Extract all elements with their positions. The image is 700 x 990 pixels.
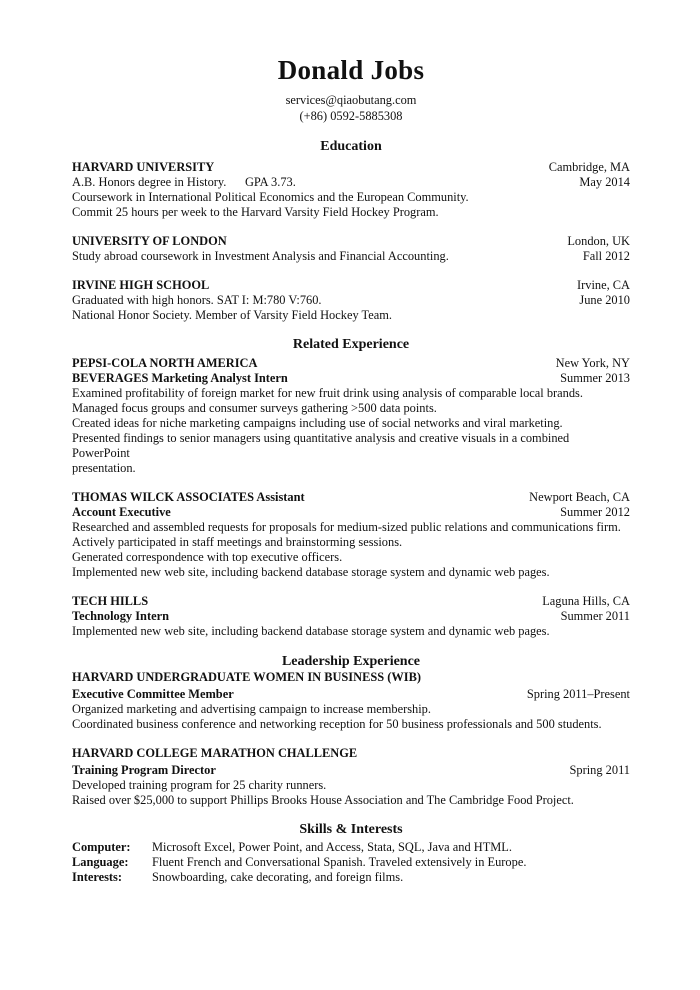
detail-line: Organized marketing and advertising campaign to increase membership. — [72, 702, 431, 716]
skill-label: Language: — [72, 855, 129, 869]
section-heading-education: Education — [320, 139, 382, 154]
school-date: May 2014 — [579, 175, 630, 189]
skill-value: Microsoft Excel, Power Point, and Access, Stata, SQL, Java and HTML. — [152, 840, 512, 854]
role-date: Spring 2011 — [569, 763, 630, 777]
resume-document — [72, 50, 630, 885]
org-name: TECH HILLS — [72, 594, 149, 608]
detail-line: Actively participated in staff meetings and brainstorming sessions. — [72, 535, 403, 549]
skill-label: Computer: — [72, 840, 131, 854]
experience-entry — [72, 356, 630, 476]
degree-line: Graduated with high honors. SAT I: M:780 V:760. — [72, 293, 322, 307]
org-name: THOMAS WILCK ASSOCIATES Assistant — [72, 490, 305, 504]
org-location: New York, NY — [555, 356, 630, 370]
skill-value: Fluent French and Conversational Spanish. Traveled extensively in Europe. — [152, 855, 527, 869]
school-date: Fall 2012 — [582, 249, 630, 263]
section-heading-experience: Related Experience — [292, 337, 410, 352]
skill-row-computer — [72, 840, 630, 855]
education-entry — [72, 278, 630, 323]
detail-line: Examined profitability of foreign market for new fruit drink using analysis of comparable local brands. — [72, 386, 583, 400]
role-date: Spring 2011–Present — [526, 687, 630, 701]
role-title: Account Executive — [72, 505, 171, 519]
org-location: Laguna Hills, CA — [542, 594, 630, 608]
org-name: HARVARD COLLEGE MARATHON CHALLENGE — [72, 746, 358, 760]
detail-line: presentation. — [72, 461, 136, 475]
detail-line: National Honor Society. Member of Varsity Field Hockey Team. — [72, 308, 392, 322]
school-date: June 2010 — [579, 293, 630, 307]
role-title: Executive Committee Member — [72, 687, 234, 701]
degree-line: A.B. Honors degree in History. GPA 3.73. — [72, 175, 296, 189]
detail-line: Managed focus groups and consumer surveys gathering >500 data points. — [72, 401, 437, 415]
school-name: IRVINE HIGH SCHOOL — [72, 278, 210, 292]
education-entry — [72, 234, 630, 264]
skill-label: Interests: — [72, 870, 123, 884]
role-date: Summer 2011 — [560, 609, 630, 623]
section-heading-leadership: Leadership Experience — [281, 654, 421, 669]
org-name: HARVARD UNDERGRADUATE WOMEN IN BUSINESS (WIB) — [72, 670, 421, 684]
school-location: Cambridge, MA — [548, 160, 630, 174]
education-section — [72, 138, 630, 323]
role-date: Summer 2013 — [560, 371, 630, 385]
leadership-section — [72, 653, 630, 808]
school-location: Irvine, CA — [577, 278, 630, 292]
skill-row-language — [72, 855, 630, 870]
org-name: PEPSI-COLA NORTH AMERICA — [72, 356, 258, 370]
detail-line: Raised over $25,000 to support Phillips Brooks House Association and The Cambridge Food Project. — [72, 793, 574, 807]
candidate-name: Donald Jobs — [277, 55, 425, 85]
detail-line: Coordinated business conference and networking reception for 50 business professionals and 500 students. — [72, 717, 602, 731]
experience-section — [72, 336, 630, 639]
skill-row-interests — [72, 870, 630, 885]
detail-line: Developed training program for 25 charity runners. — [72, 778, 327, 792]
school-name: HARVARD UNIVERSITY — [72, 160, 215, 174]
role-title: BEVERAGES Marketing Analyst Intern — [72, 371, 288, 385]
org-location: Newport Beach, CA — [529, 490, 630, 504]
role-title: Training Program Director — [72, 763, 216, 777]
experience-entry — [72, 594, 630, 639]
school-location: London, UK — [567, 234, 630, 248]
detail-line: Implemented new web site, including backend database storage system and dynamic web pages. — [72, 624, 550, 638]
detail-line: Commit 25 hours per week to the Harvard Varsity Field Hockey Program. — [72, 205, 439, 219]
school-name: UNIVERSITY OF LONDON — [72, 234, 227, 248]
section-heading-skills: Skills & Interests — [299, 822, 403, 837]
email-text: services@qiaobutang.com — [285, 93, 417, 107]
detail-line: Coursework in International Political Economics and the European Community. — [72, 190, 469, 204]
role-title: Technology Intern — [72, 609, 169, 623]
skill-value: Snowboarding, cake decorating, and foreign films. — [152, 870, 404, 884]
detail-line: Generated correspondence with top executive officers. — [72, 550, 343, 564]
role-date: Summer 2012 — [560, 505, 630, 519]
experience-entry — [72, 490, 630, 580]
leadership-entry — [72, 670, 630, 732]
detail-line: Created ideas for niche marketing campaigns including use of social networks and viral marketing. — [72, 416, 563, 430]
education-entry — [72, 160, 630, 220]
leadership-entry — [72, 746, 630, 808]
detail-line: Implemented new web site, including backend database storage system and dynamic web pages. — [72, 565, 550, 579]
phone-text: (+86) 0592-5885308 — [299, 109, 403, 123]
skills-section — [72, 821, 630, 885]
degree-line: Study abroad coursework in Investment Analysis and Financial Accounting. — [72, 249, 449, 263]
detail-line: Presented findings to senior managers using quantitative analysis and creative visuals in a combined PowerPoint — [72, 431, 570, 460]
detail-line: Researched and assembled requests for proposals for medium-sized public relations and communications firm. — [72, 520, 621, 534]
